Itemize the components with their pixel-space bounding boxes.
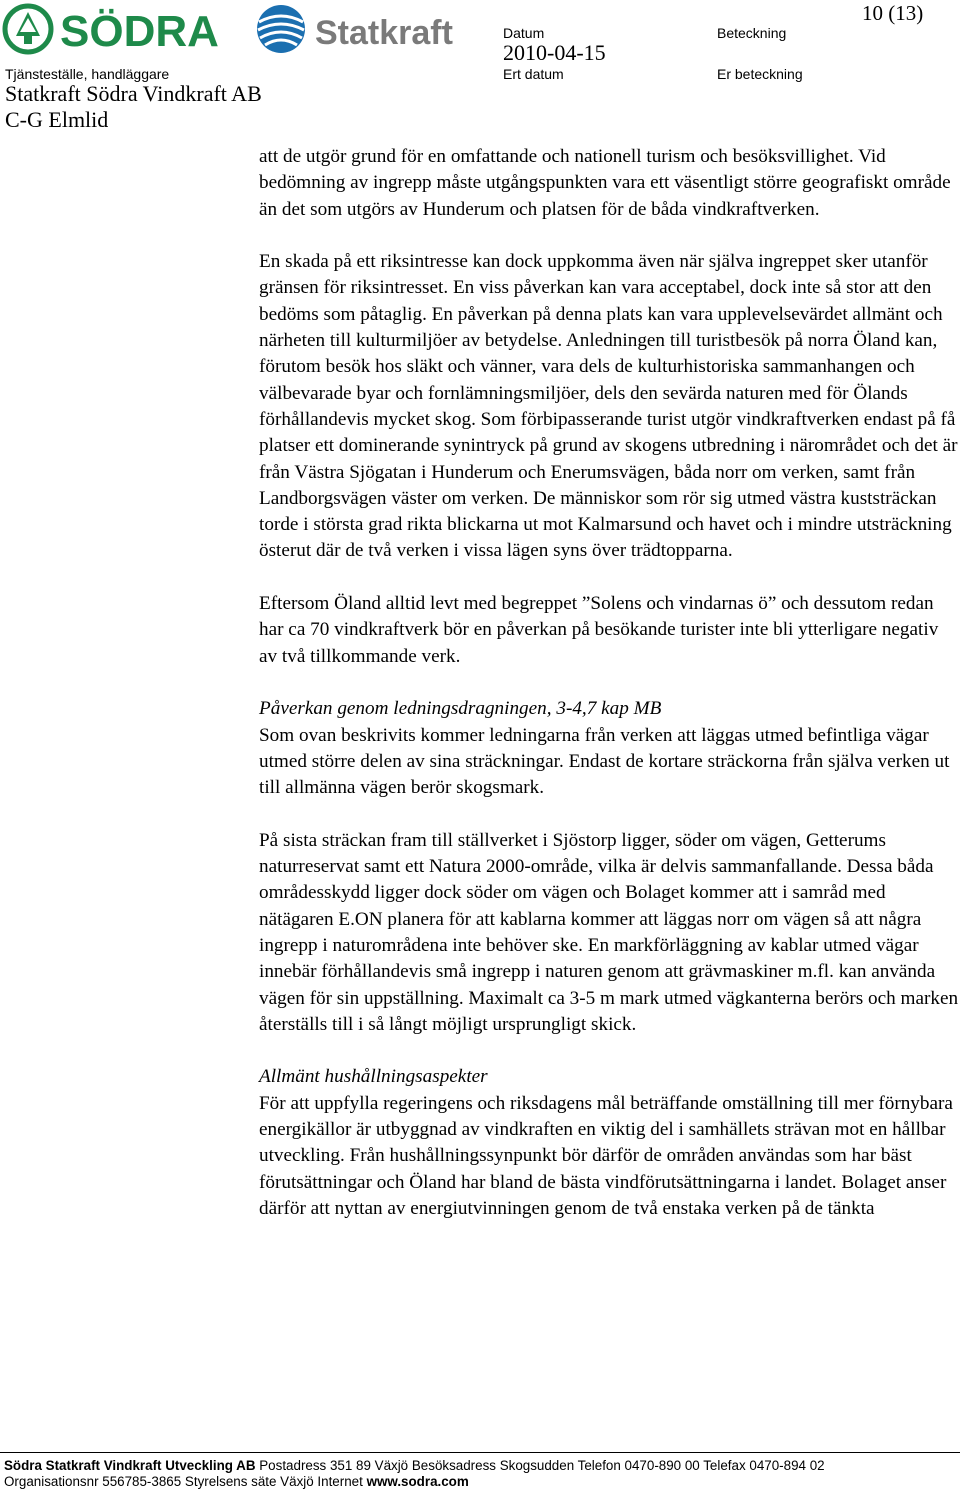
footer-internet-label: Internet — [317, 1474, 363, 1489]
heading-ledningsdragning: Påverkan genom ledningsdragningen, 3-4,7 kap MB — [259, 698, 662, 720]
header-logos — [0, 0, 460, 60]
footer-phone: Telefon 0470-890 00 — [577, 1458, 700, 1473]
paragraph-3: Eftersom Öland alltid levt med begreppet ”Solens och vindarnas ö” och dessutom redan har ca 70 vindkraftverk bör en påverkan på besökande turister inte bli ytterligare negativ av två tillkommande verk. — [259, 593, 939, 667]
document-body — [259, 144, 959, 1222]
your-date-label: Ert datum — [503, 66, 564, 82]
handler-value: C-G Elmlid — [5, 107, 109, 132]
section-hushallning — [259, 1064, 959, 1222]
page-number: 10 (13) — [862, 1, 924, 25]
footer-orgnr: Organisationsnr 556785-3865 — [4, 1474, 182, 1489]
your-ref-label: Er beteckning — [717, 66, 803, 82]
footer-seat: Styrelsens säte Växjö — [184, 1474, 314, 1489]
office-label: Tjänsteställe, handläggare — [5, 66, 170, 82]
footer-visit: Besöksadress Skogsudden — [411, 1458, 575, 1473]
paragraph-4: Som ovan beskrivits kommer ledningarna från verken att läggas utmed befintliga vägar utmed större delen av sina sträckningar. Endast de kortare sträckorna från själva verken ut till allmänna vägen berör skogsmark. — [259, 724, 950, 799]
paragraph-1: att de utgör grund för en omfattande och nationell turism och besöksvillighet. Vid bedömning av ingrepp måste utgångspunkten vara ett väsentligt större geografiskt område än det som utgörs av Hunderum och platsen för de båda vindkraftverken. — [259, 146, 951, 220]
footer-internet-link[interactable]: www.sodra.com — [366, 1474, 469, 1489]
sodra-wordmark: SÖDRA — [60, 7, 219, 56]
footer-divider — [0, 1452, 960, 1453]
section-ledningsdragning — [259, 696, 959, 801]
footer-company: Södra Statkraft Vindkraft Utveckling AB — [4, 1458, 256, 1473]
statkraft-emblem-icon — [257, 5, 305, 53]
ref-label: Beteckning — [717, 25, 787, 41]
date-value: 2010-04-15 — [503, 40, 606, 65]
paragraph-5: På sista sträckan fram till ställverket i Sjöstorp ligger, söder om vägen, Getterums naturreservat samt ett Natura 2000-område, vilka är delvis sammanfallande. Dessa båda områdesskydd ligger dock söder om vägen och Bolaget kommer att i samråd med nätägaren E.ON planera för att kablarna kommer att läggas norr om vägen så att några ingrepp i naturområdena inte behöver ske. En markförläggning av kablar utmed vägar innebär förhållandevis små ingrepp i naturen genom att grävmaskiner m.fl. kan använda vägen för sin uppställning. Maximalt ca 3-5 m mark utmed vägkanterna berörs och marken återställs till i så långt möjligt ursprungligt skick. — [259, 829, 959, 1035]
footer-postal: Postadress 351 89 Växjö — [259, 1458, 409, 1473]
footer-line-2 — [4, 1474, 469, 1490]
office-value: Statkraft Södra Vindkraft AB — [5, 81, 262, 106]
date-label: Datum — [503, 25, 545, 41]
paragraph-2: En skada på ett riksintresse kan dock uppkomma även när själva ingreppet sker utanför gränsen för riksintresset. En viss påverkan kan vara acceptabel, dock inte så stor att den bedöms som påtaglig. En påverkan på denna plats kan vara upplevelsevärdet allmänt och närheten till kulturmiljöer av betydelse. Anledningen till turistbesök på norra Öland kan, förutom besök hos släkt och vänner, vara dels de kulturhistoriska sammanhangen och välbevarade byar och fornlämningsmiljöer, dels den sevärda naturen med för Ölands förhållandevis mycket skog. Som förbipasserande turist utgör vindkraftverken endast på få platser ett dominerande synintryck på grund av skogens utbredning i närområdet och det är från Västra Sjögatan i Hunderum och Enerumsvägen, båda norr om verken, samt från Landborgsvägen väster om verken. De människor som rör sig utmed västra kuststräckan torde i största grad rikta blickarna ut mot Kalmarsund och havet och i mindre utsträckning österut där de två verken i vissa lägen syns över trädtopparna. — [259, 251, 958, 562]
sodra-emblem-icon — [5, 6, 51, 52]
paragraph-6: För att uppfylla regeringens och riksdagens mål beträffande omställning till mer förnybara energikällor är utbyggnad av vindkraften en viktig del i samhällets strävan mot en hållbar utveckling. Från hushållningssynpunkt bör därför de områden användas som har bäst förutsättningar och Öland har bland de bästa vindförutsättningarna i landet. Bolaget anser därför att nyttan av energiutvinningen genom de två enstaka verken på de tänkta — [259, 1092, 953, 1219]
heading-hushallning: Allmänt hushållningsaspekter — [259, 1066, 488, 1088]
logos-svg — [0, 0, 460, 60]
footer-line-1 — [4, 1458, 825, 1474]
footer-fax: Telefax 0470-894 02 — [703, 1458, 825, 1473]
statkraft-wordmark: Statkraft — [315, 14, 453, 52]
